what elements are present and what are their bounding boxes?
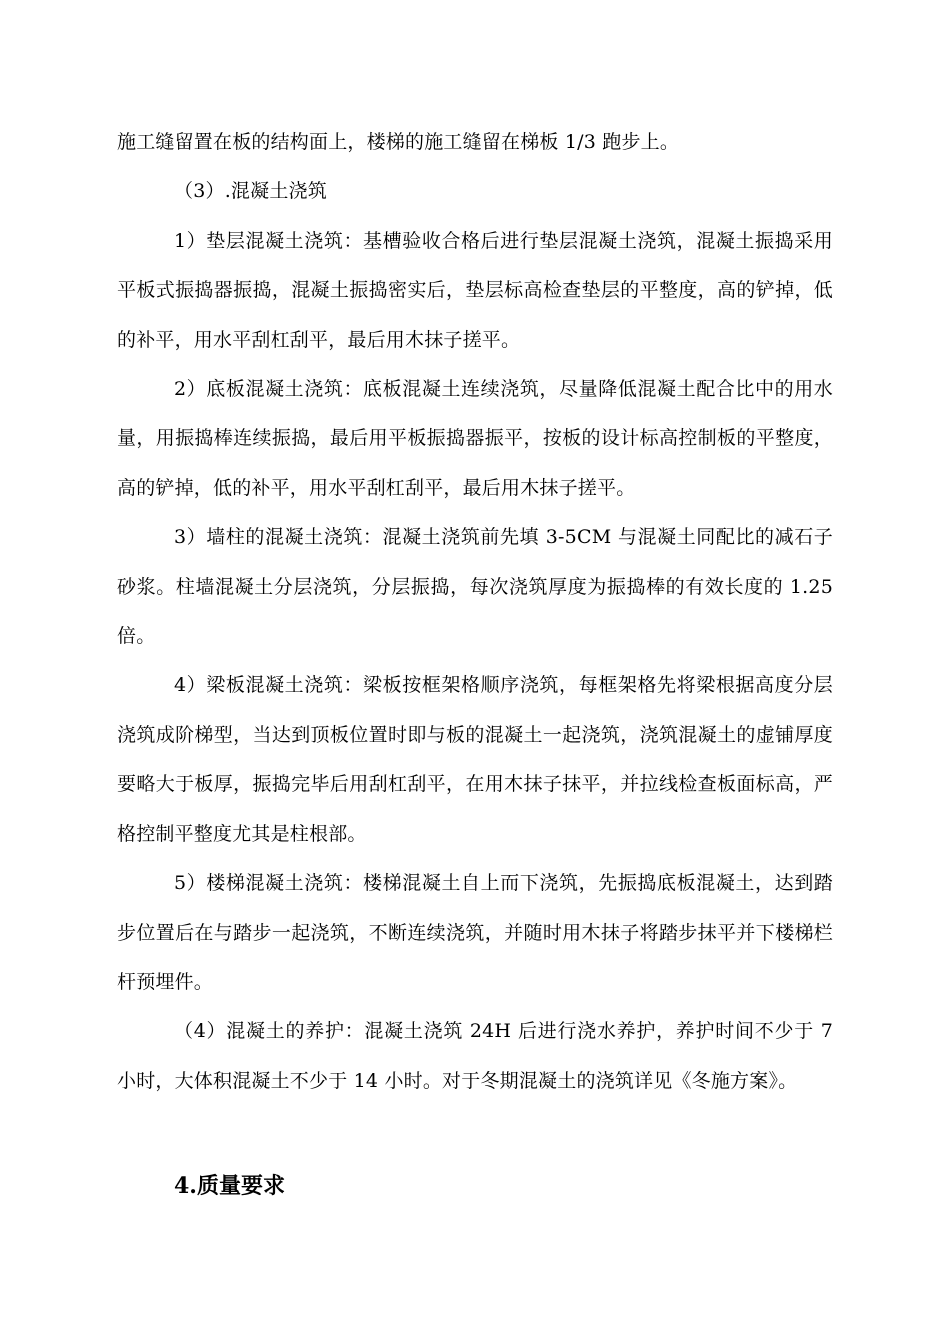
body-text [117, 118, 833, 1106]
paragraph-wall-column-pouring: 3）墙柱的混凝土浇筑：混凝土浇筑前先填 3-5CM 与混凝土同配比的减石子砂浆。柱墙混凝土分层浇筑，分层振捣，每次浇筑厚度为振捣棒的有效长度的 1.25 倍。 [117, 526, 833, 648]
paragraph-concrete-pouring-title: （3）.混凝土浇筑 [174, 180, 327, 203]
paragraph-stair-pouring: 5）楼梯混凝土浇筑：楼梯混凝土自上而下浇筑，先振捣底板混凝土，达到踏步位置后在与踏步一起浇筑，不断连续浇筑，并随时用木抹子将踏步抹平并下楼梯栏杆预埋件。 [117, 872, 833, 993]
paragraph-construction-joint: 施工缝留置在板的结构面上，楼梯的施工缝留在梯板 1/3 跑步上。 [117, 131, 680, 153]
section-heading-quality: 4.质量要求 [174, 1173, 285, 1199]
paragraph-floor-slab-pouring: 2）底板混凝土浇筑：底板混凝土连续浇筑，尽量降低混凝土配合比中的用水量，用振捣棒连续振捣，最后用平板振捣器振平，按板的设计标高控制板的平整度，高的铲掉，低的补平，用水平刮杠刮平，最后用木抹子搓平。 [117, 378, 833, 499]
paragraph-cushion-pouring: 1）垫层混凝土浇筑：基槽验收合格后进行垫层混凝土浇筑，混凝土振捣采用平板式振捣器振捣，混凝土振捣密实后，垫层标高检查垫层的平整度，高的铲掉，低的补平，用水平刮杠刮平，最后用木抹子搓平。 [117, 229, 833, 351]
paragraph-beam-slab-pouring: 4）梁板混凝土浇筑：梁板按框架格顺序浇筑，每框架格先将梁根据高度分层浇筑成阶梯型，当达到顶板位置时即与板的混凝土一起浇筑，浇筑混凝土的虚铺厚度要略大于板厚，振捣完毕后用刮杠刮平，在用木抹子抹平，并拉线检查板面标高，严格控制平整度尤其是柱根部。 [117, 674, 833, 845]
paragraph-concrete-curing: （4）混凝土的养护：混凝土浇筑 24H 后进行浇水养护，养护时间不少于 7 小时，大体积混凝土不少于 14 小时。对于冬期混凝土的浇筑详见《冬施方案》。 [117, 1020, 833, 1092]
